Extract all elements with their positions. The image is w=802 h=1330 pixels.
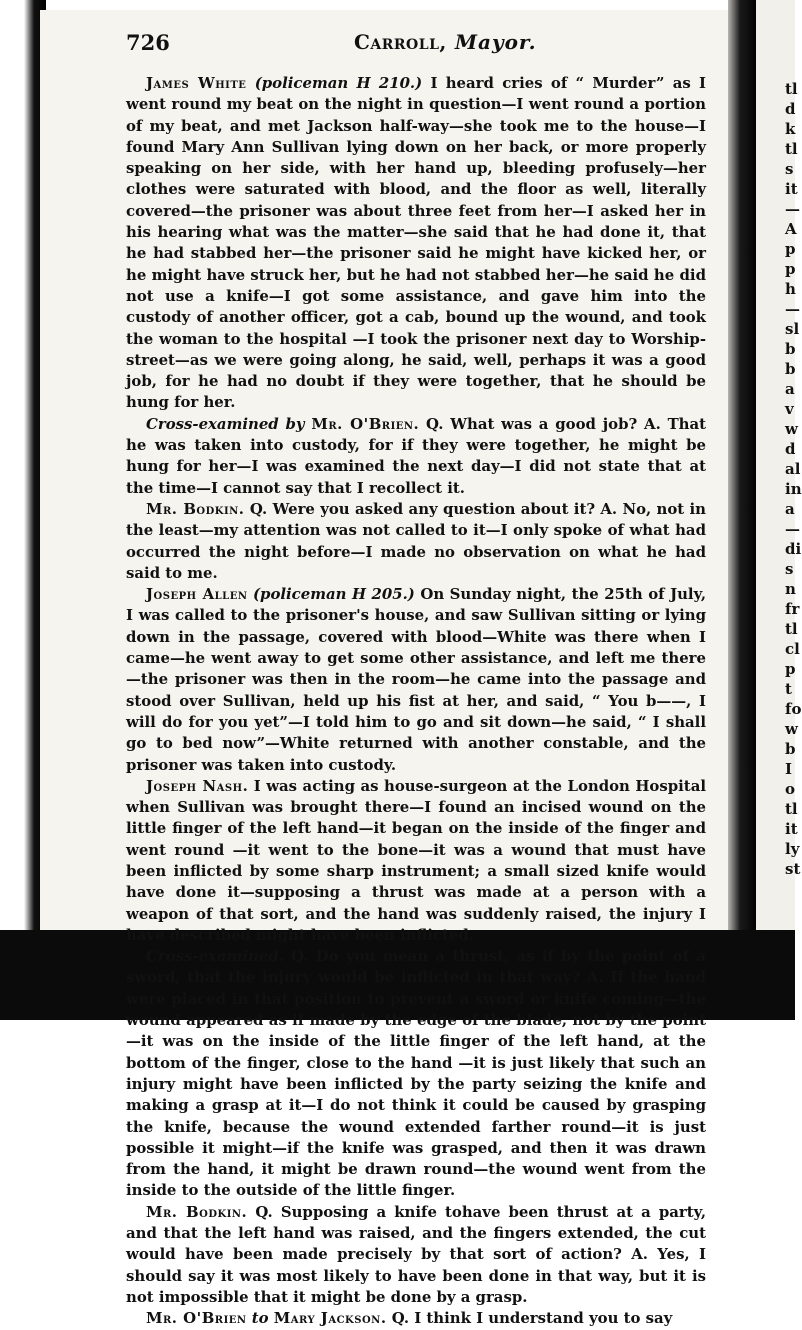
facing-page-fragment: tl <box>785 800 798 818</box>
running-head-title: Mayor. <box>454 30 537 54</box>
facing-page-fragment: tl <box>785 80 798 98</box>
facing-page-fragment: cl <box>785 640 800 658</box>
facing-page-fragment: k <box>785 120 796 138</box>
facing-page-fragment: I <box>785 760 793 778</box>
facing-page-fragment: tl <box>785 140 798 158</box>
facing-page-fragment: A <box>785 220 797 238</box>
facing-page-fragment: — <box>785 520 800 538</box>
facing-page-fragment: b <box>785 360 796 378</box>
testimony-paragraph <box>126 1202 706 1308</box>
facing-page-fragment: w <box>785 420 798 438</box>
facing-page-fragment: ly <box>785 840 800 858</box>
facing-page-fragment: b <box>785 740 796 758</box>
facing-page-fragment: d <box>785 100 796 118</box>
facing-page-fragment: di <box>785 540 802 558</box>
facing-page-fragment: d <box>785 440 796 458</box>
facing-page-fragment: it <box>785 180 798 198</box>
facing-page-fragment: a <box>785 500 795 518</box>
paragraph-text: I heard cries of “ Murder” as I went round my beat on the night in question—I went round a portion of my beat, and met Jackson half-way—she took me to the house—I found Mary Ann Sullivan lying down on her back, or more properly speaking on her side, with her hand up, bleeding profusely—her clothes were saturated with blood, and the floor as well, literally covered—the prisoner was about three feet from her—I asked her in his hearing what was the matter—she said that he had done it, that he had stabbed her—the prisoner said he might have kicked her, or he might have struck her, but he had not stabbed her—he said he did not use a knife—I got some assistance, and gave him into the custody of another officer, got a cab, bound up the wound, and took the woman to the hospital —I took the prisoner next day to Worship-street—as we were going along, he said, well, perhaps it was a good job, for he had no doubt if they were together, that he should be hung for her. <box>126 74 706 412</box>
facing-page-fragment: w <box>785 720 798 738</box>
testimony-paragraph <box>126 946 706 1202</box>
running-head-name: Carroll, <box>354 30 447 54</box>
paragraph-text: Q. I think I understand you to say <box>391 1309 673 1328</box>
facing-page-fragment: fo <box>785 700 802 718</box>
facing-page-fragment: fr <box>785 600 800 618</box>
connector-word: to <box>251 1309 269 1328</box>
facing-page-fragment: t <box>785 680 792 698</box>
page-header <box>126 30 726 58</box>
speaker-name: Mr. O'Brien. <box>311 414 420 433</box>
facing-page-fragment: in <box>785 480 802 498</box>
speaker-name: Joseph Nash. <box>146 776 249 795</box>
paragraph-lead: Cross-examined by <box>146 414 305 433</box>
page-number: 726 <box>126 30 170 55</box>
speaker-role: (policeman H 205.) <box>252 585 415 604</box>
speaker-role: (policeman H 210.) <box>254 74 423 92</box>
testimony-paragraph <box>126 414 706 499</box>
facing-page-fragment: sl <box>785 320 800 338</box>
facing-page-fragment: — <box>785 200 800 218</box>
testimony-paragraph <box>126 776 706 946</box>
facing-page-fragment: n <box>785 580 796 598</box>
facing-page-fragment: p <box>785 240 796 258</box>
facing-page-fragment: b <box>785 340 796 358</box>
testimony-paragraph <box>126 499 706 584</box>
facing-page-fragment: al <box>785 460 801 478</box>
addressee-name: Mary Jackson. <box>273 1309 387 1328</box>
speaker-name: Joseph Allen <box>146 585 248 604</box>
paragraph-text: Q. Were you asked any question about it? A. No, not in the least—my attention was not called to it—I only spoke of what had occurred the night before—I made no observation on what he had said to me. <box>126 499 706 582</box>
testimony-paragraph <box>126 584 706 776</box>
facing-page-fragment: v <box>785 400 794 418</box>
facing-page-fragment: s <box>785 560 794 578</box>
facing-page-fragment: — <box>785 300 800 318</box>
testimony-paragraph <box>126 73 706 414</box>
facing-page-fragment: s <box>785 160 794 178</box>
paragraph-text: Q. What was a good job? A. That he was taken into custody, for if they were together, he might be hung for her—I was examined the next day—I did not state that at the time—I cannot say that I recollect it. <box>126 414 707 497</box>
paragraph-text: On Sunday night, the 25th of July, I was called to the prisoner's house, and saw Sullivan sitting or lying down in the passage, covered with blood—White was there when I came—he went away to get some other assistance, and left me there—the prisoner was then in the room—he came into the passage and stood over Sullivan, held up his fist at her, and said, “ You b——, I will do for you yet”—I told him to go and sit down—he said, “ I shall go to bed now”—White returned with another constable, and the prisoner was taken into custody. <box>126 585 707 774</box>
facing-page-fragment: st <box>785 860 801 878</box>
speaker-name: Mr. Bodkin. <box>146 499 245 518</box>
facing-page-fragment: p <box>785 260 796 278</box>
speaker-name: Mr. O'Brien <box>146 1309 247 1328</box>
running-head <box>354 30 537 54</box>
facing-page-fragment: it <box>785 820 798 838</box>
facing-page-fragment: tl <box>785 620 798 638</box>
paragraph-lead: Cross-examined. <box>146 947 284 966</box>
body-text <box>126 73 706 1330</box>
paragraph-text: I was acting as house-surgeon at the London Hospital when Sullivan was brought there—I found an incised wound on the little finger of the left hand—it began on the inside of the finger and went round —it went to the bone—it was a wound that must have been inflicted by some sharp instrument; a small sized knife would have done it—supposing a thrust was made at a person with a weapon of that sort, and the hand was suddenly raised, the injury I have described might have been inflicted. <box>126 776 706 944</box>
book-spine-shadow <box>728 0 758 945</box>
facing-page-fragment: p <box>785 660 796 678</box>
speaker-name: Mr. Bodkin. <box>146 1202 248 1221</box>
facing-page-fragment: o <box>785 780 796 798</box>
facing-page-fragment: h <box>785 280 796 298</box>
facing-page-fragment: a <box>785 380 795 398</box>
paragraph-text: Q. Do you mean a thrust, as if by the point of a sword, that the injury would be inflicted in that way? A. If the hand were placed in that position to prevent a sword or knife coming—the wound appeared as if made by the edge of the blade, not by the point—it was on the inside of the little finger of the left hand, at the bottom of the finger, close to the hand —it is just likely that such an injury might have been inflicted by the party seizing the knife and making a grasp at it—I do not think it could be caused by grasping the knife, because the wound extended farther round—it is just possible it might—if the knife was grasped, and then it was drawn from the hand, it might be drawn round—the wound went from the inside to the outside of the little finger. <box>126 947 706 1200</box>
testimony-paragraph <box>126 1308 706 1329</box>
speaker-name: James White <box>146 74 247 92</box>
paragraph-text: Q. Supposing a knife tohave been thrust at a party, and that the left hand was raised, and the fingers extended, the cut would have been made precisely by that sort of action? A. Yes, I should say it was most likely to have been done in that way, but it is not impossible that it might be done by a grasp. <box>126 1202 707 1306</box>
